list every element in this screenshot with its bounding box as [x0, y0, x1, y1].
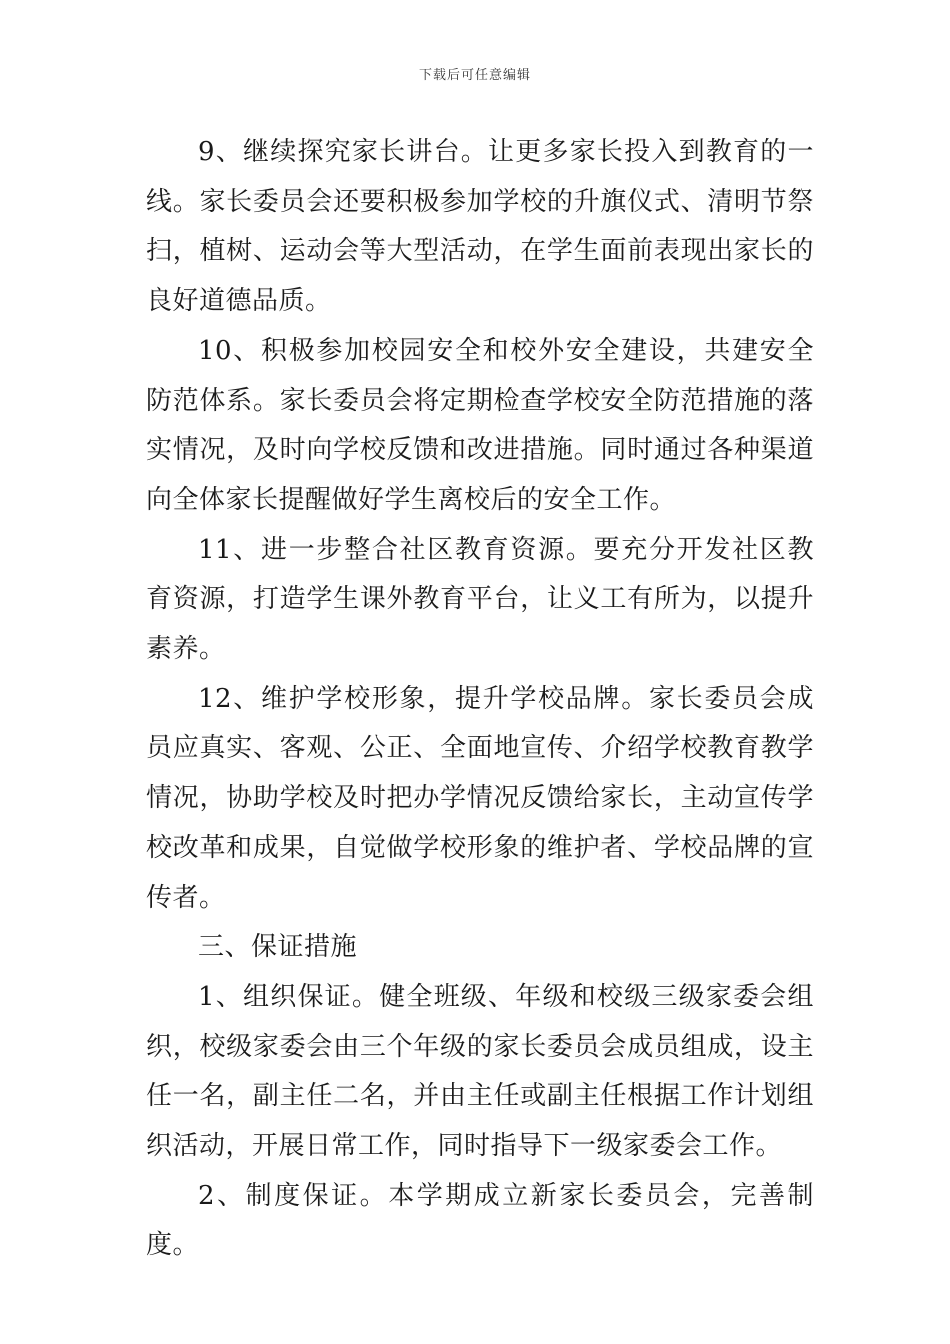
paragraph-item-10: 10、积极参加校园安全和校外安全建设，共建安全防范体系。家长委员会将定期检查学校安全防范措施的落实情况，及时向学校反馈和改进措施。同时通过各种渠道向全体家长提醒做好学生离校后的安全工作。: [146, 335, 814, 515]
paragraph-item-9: 9、继续探究家长讲台。让更多家长投入到教育的一线。家长委员会还要积极参加学校的升旗仪式、清明节祭扫，植树、运动会等大型活动，在学生面前表现出家长的良好道德品质。: [146, 137, 814, 317]
paragraph-system-guarantee: 2、制度保证。本学期成立新家长委员会，完善制度。: [146, 1180, 814, 1261]
page-header-note: 下载后可任意编辑: [418, 68, 531, 83]
document-body: [146, 128, 814, 1271]
paragraph-item-11: 11、进一步整合社区教育资源。要充分开发社区教育资源，打造学生课外教育平台，让义工有所为，以提升素养。: [146, 534, 814, 665]
section-heading-guarantee-measures: 三、保证措施: [198, 932, 358, 963]
paragraph-organizational-guarantee: 1、组织保证。健全班级、年级和校级三级家委会组织，校级家委会由三个年级的家长委员会成员组成，设主任一名，副主任二名，并由主任或副主任根据工作计划组织活动，开展日常工作，同时指导下一级家委会工作。: [146, 981, 814, 1162]
paragraph-item-12: 12、维护学校形象，提升学校品牌。家长委员会成员应真实、客观、公正、全面地宣传、介绍学校教育教学情况，协助学校及时把办学情况反馈给家长，主动宣传学校改革和成果，自觉做学校形象的维护者、学校品牌的宣传者。: [146, 683, 814, 913]
